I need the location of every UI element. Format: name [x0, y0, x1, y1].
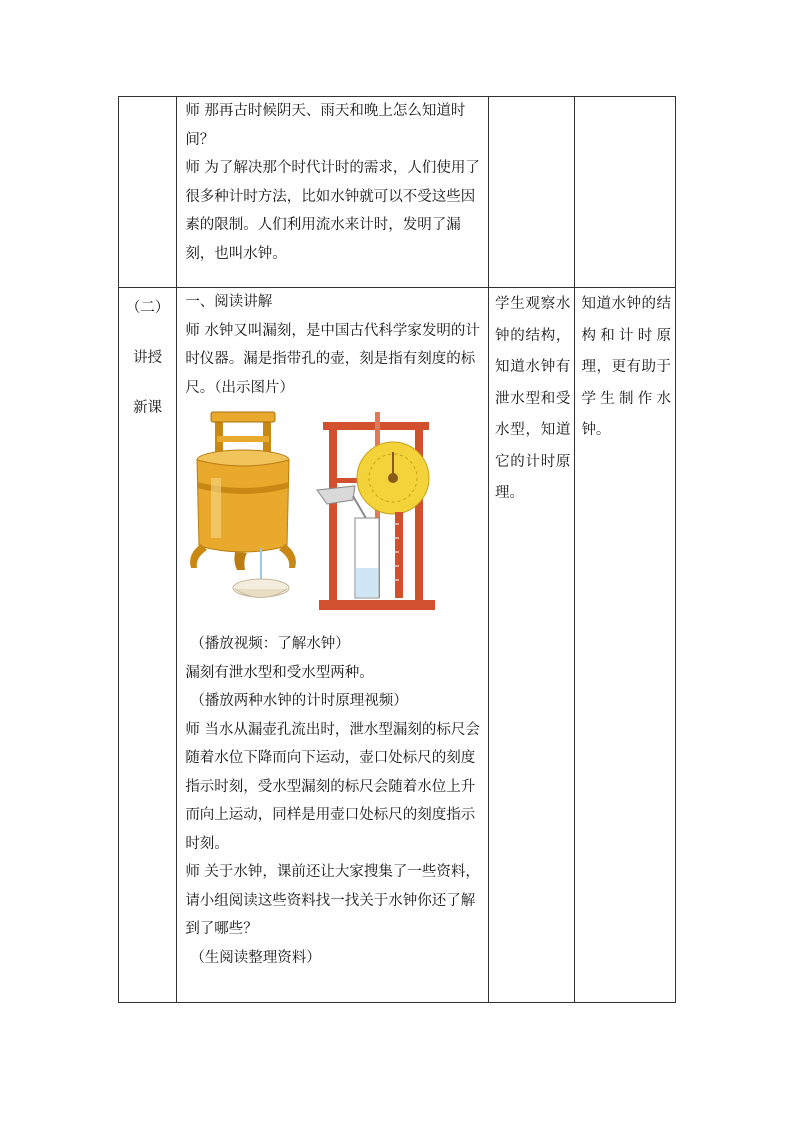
- teacher-line: 师 那再古时候阴天、雨天和晚上怎么知道时间？: [185, 103, 466, 148]
- receiving-bowl-base: [235, 589, 287, 598]
- activity-cell: [177, 288, 489, 1003]
- stage-label: （二）: [125, 300, 170, 316]
- table-row: [119, 288, 676, 1003]
- vessel-highlight: [211, 478, 221, 538]
- teacher-line: 师 水钟又叫漏刻，是中国古代科学家发明的计时仪器。漏是指带孔的壶，刻是指有刻度的标尺。（出示图片）: [185, 322, 480, 396]
- water-level: [356, 568, 378, 597]
- activity-note: （播放视频：了解水钟）: [190, 636, 350, 652]
- table-row: [119, 97, 676, 288]
- activity-note: （生阅读整理资料）: [190, 949, 321, 966]
- frame-bar: [217, 436, 269, 442]
- vessel-body: [197, 460, 289, 552]
- teacher-line: 师 当水从漏壶孔流出时，泄水型漏刻的标尺会随着水位下降而向下运动，壶口处标尺的刻度指示时刻，受水型漏刻的标尺会随着水位上升而向上运动，同样是用壶口处标尺的刻度指示时刻。: [185, 721, 480, 852]
- vessel-leg: [190, 544, 207, 568]
- lesson-plan-table: [118, 96, 676, 1003]
- stage-cell: [119, 97, 177, 288]
- design-intent-cell: 知道水钟的结构和计时原理，更有助于学生制作水钟。: [575, 288, 676, 1003]
- activity-note: （播放两种水钟的计时原理视频）: [190, 693, 408, 709]
- section-heading: 一、阅读讲解: [185, 294, 273, 310]
- frame-post: [329, 426, 337, 606]
- stage-label: 新课: [133, 400, 163, 416]
- stage-label: 讲授: [133, 350, 163, 366]
- student-activity-cell: [488, 97, 574, 288]
- frame-bar: [211, 412, 275, 422]
- teacher-line: 师 为了解决那个时代计时的需求，人们使用了很多种计时方法，比如水钟就可以不受这些因素的限制。人们利用流水来计时，发明了漏刻，也叫水钟。: [185, 160, 480, 262]
- design-intent-cell: [575, 97, 676, 288]
- vessel-leg: [235, 552, 248, 570]
- activity-cell: [177, 97, 489, 288]
- float-scale: [395, 512, 403, 598]
- stage-cell: [119, 288, 177, 1003]
- inflow-water-clock-image: [317, 412, 435, 610]
- water-clock-illustration: [177, 408, 488, 626]
- outflow-water-clock-image: [190, 412, 296, 598]
- frame-base: [319, 600, 435, 610]
- student-activity-cell: 学生观察水钟的结构，知道水钟有泄水型和受水型，知道它的计时原理。: [488, 288, 574, 1003]
- vessel-leg: [279, 544, 296, 568]
- inflow-funnel: [317, 486, 355, 504]
- teacher-line: 师 关于水钟，课前还让大家搜集了一些资料，请小组阅读这些资料找一找关于水钟你还了解到了哪些？: [185, 864, 480, 937]
- body-line: 漏刻有泄水型和受水型两种。: [185, 664, 374, 681]
